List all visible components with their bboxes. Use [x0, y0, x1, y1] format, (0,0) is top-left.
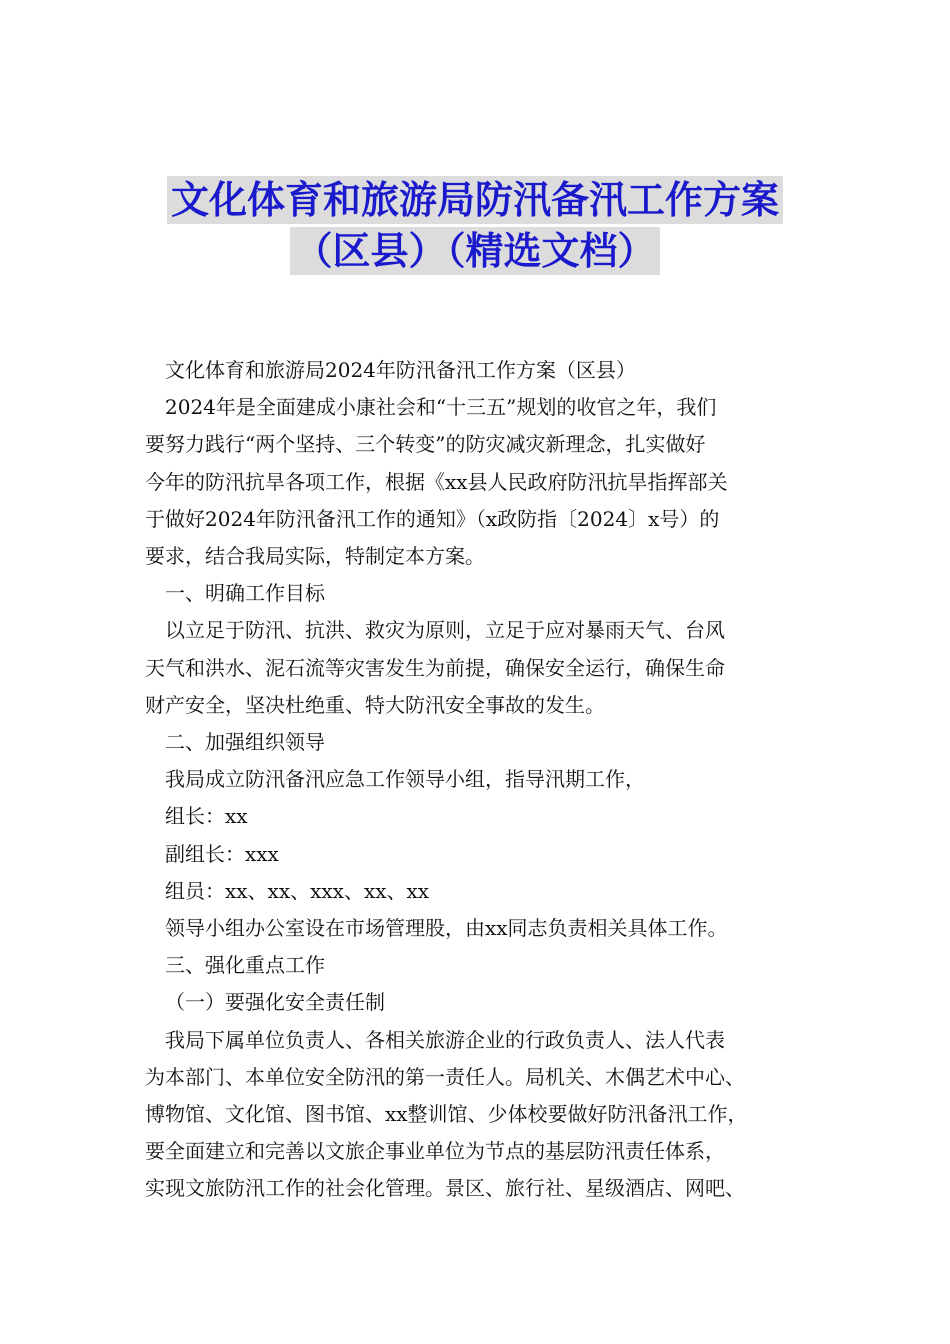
- text-line: 实现文旅防汛工作的社会化管理。景区、旅行社、星级酒店、网吧、: [145, 1176, 745, 1201]
- text-line: 一、明确工作目标: [165, 581, 325, 606]
- text-line: 要努力践行“两个坚持、三个转变”的防灾减灾新理念，扎实做好: [145, 432, 706, 457]
- text-line: 文化体育和旅游局2024年防汛备汛工作方案（区县）: [165, 358, 636, 382]
- text-line: 二、加强组织领导: [165, 730, 325, 755]
- text-line: 为本部门、本单位安全防汛的第一责任人。局机关、木偶艺术中心、: [145, 1064, 745, 1089]
- text-line: 要求，结合我局实际，特制定本方案。: [145, 544, 485, 569]
- document-title: [0, 176, 950, 278]
- document-body: [145, 352, 813, 1208]
- text-line: 天气和洪水、泥石流等灾害发生为前提，确保安全运行，确保生命: [145, 655, 725, 680]
- text-line: 组长：xx: [165, 804, 248, 829]
- text-line: 三、强化重点工作: [165, 953, 325, 978]
- text-line: 我局下属单位负责人、各相关旅游企业的行政负责人、法人代表: [165, 1027, 725, 1052]
- text-line: 领导小组办公室设在市场管理股，由xx同志负责相关具体工作。: [165, 916, 728, 941]
- text-line: 今年的防汛抗旱各项工作，根据《xx县人民政府防汛抗旱指挥部关: [145, 469, 728, 494]
- title-line-1: 文化体育和旅游局防汛备汛工作方案: [167, 176, 783, 224]
- title-line-2: （区县）（精选文档）: [290, 227, 659, 275]
- text-line: （一）要强化安全责任制: [165, 990, 385, 1015]
- text-line: 于做好2024年防汛备汛工作的通知》（x政防指〔2024〕x号）的: [145, 506, 720, 531]
- text-line: 副组长：xxx: [165, 841, 279, 866]
- text-line: 我局成立防汛备汛应急工作领导小组，指导汛期工作，: [165, 767, 645, 792]
- text-line: 以立足于防汛、抗洪、救灾为原则，立足于应对暴雨天气、台风: [165, 618, 725, 643]
- text-line: 要全面建立和完善以文旅企事业单位为节点的基层防汛责任体系，: [145, 1139, 725, 1164]
- text-line: 博物馆、文化馆、图书馆、xx整训馆、少体校要做好防汛备汛工作，: [145, 1102, 748, 1127]
- text-line: 财产安全，坚决杜绝重、特大防汛安全事故的发生。: [145, 692, 605, 717]
- text-line: 2024年是全面建成小康社会和“十三五”规划的收官之年，我们: [165, 395, 717, 420]
- text-line: 组员：xx、xx、xxx、xx、xx: [165, 878, 430, 903]
